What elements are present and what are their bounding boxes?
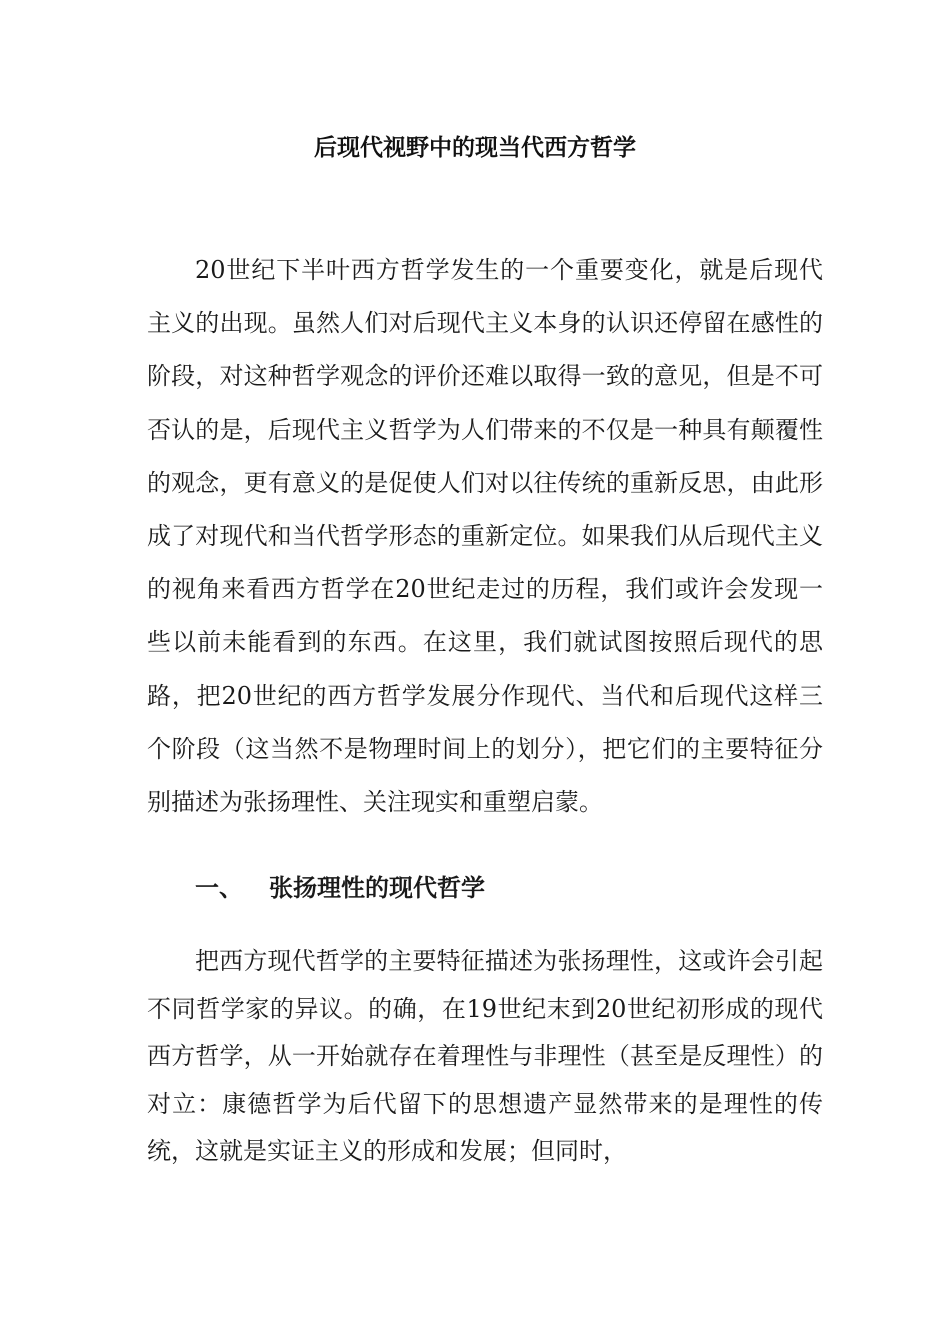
- paragraph-intro: 20世纪下半叶西方哲学发生的一个重要变化，就是后现代主义的出现。虽然人们对后现代主义本身的认识还停留在感性的阶段，对这种哲学观念的评价还难以取得一致的意见，但是不可否认的是，后现代主义哲学为人们带来的不仅是一种具有颠覆性的观念，更有意义的是促使人们对以往传统的重新反思，由此形成了对现代和当代哲学形态的重新定位。如果我们从后现代主义的视角来看西方哲学在20世纪走过的历程，我们或许会发现一些以前未能看到的东西。在这里，我们就试图按照后现代的思路，把20世纪的西方哲学发展分作现代、当代和后现代这样三个阶段（这当然不是物理时间上的划分），把它们的主要特征分别描述为张扬理性、关注现实和重塑启蒙。: [147, 256, 823, 817]
- section-heading-text: 张扬理性的现代哲学: [269, 873, 485, 902]
- section-heading-number: 一、: [195, 873, 243, 902]
- section-heading: [195, 866, 485, 910]
- document-title: 后现代视野中的现当代西方哲学: [314, 135, 636, 161]
- paragraph-section-one: 把西方现代哲学的主要特征描述为张扬理性，这或许会引起不同哲学家的异议。的确，在19世纪末到20世纪初形成的现代西方哲学，从一开始就存在着理性与非理性（甚至是反理性）的对立：康德哲学为后代留下的思想遗产显然带来的是理性的传统，这就是实证主义的形成和发展；但同时，: [147, 947, 823, 1165]
